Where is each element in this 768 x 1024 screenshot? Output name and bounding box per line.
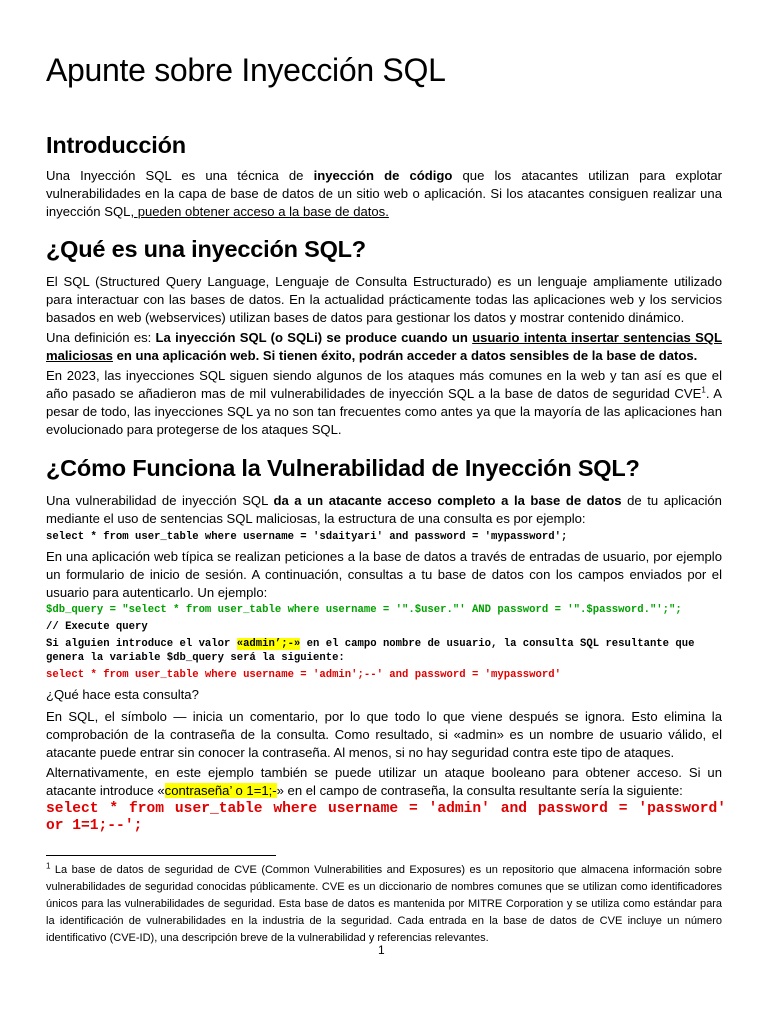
code-resulting-query: select * from user_table where username = 'admin';--' and password = 'mypassword' [46, 669, 561, 681]
code-example-select: select * from user_table where username = 'sdaityari' and password = 'mypassword'; [46, 531, 568, 543]
web-app-paragraph: En una aplicación web típica se realizan peticiones a la base de datos a través de entradas de usuario, por ejemplo un formulario de inicio de sesión. A continuación, consultas a tu base de datos con los campos enviados por el usuario para autenticarlo. Un ejemplo: [46, 549, 722, 600]
comment-explanation-paragraph: En SQL, el símbolo — inicia un comentario, por lo que todo lo que viene después se ignora. Esto elimina la comprobación de la contraseña de la consulta. Como resultado, si «admin» es un nombre de usuario válido, el atacante puede entrar sin conocer la contraseña. Al menos, si no hay seguridad contra este tipo de ataques. [46, 709, 722, 760]
code-execute-comment: // Execute query [46, 621, 148, 633]
vuln-paragraph: Una vulnerabilidad de inyección SQL da a un atacante acceso completo a la base de datos de tu aplicación mediante el uso de sentencias SQL maliciosas, la estructura de una consulta es por ejemplo: [46, 493, 722, 526]
page-number: 1 [378, 943, 385, 957]
heading-que-es-sqli: ¿Qué es una inyección SQL? [46, 236, 366, 262]
intro-paragraph: Una Inyección SQL es una técnica de inyección de código que los atacantes utilizan para explotar vulnerabilidades en la capa de base de datos de un sitio web o aplicación. Si los atacantes consiguen realizar una inyección SQL, pueden obtener acceso a la base de datos. [46, 168, 722, 219]
sql-definition-paragraph: El SQL (Structured Query Language, Lenguaje de Consulta Estructurado) es un lenguaje ampliamente utilizado para interactuar con las bases de datos. En la actualidad prácticamente todas las aplicaciones web y los servicios basados en web (webservices) utilizan bases de datos para gestionar los datos y mostrar contenido dinámico. [46, 274, 722, 325]
code-boolean-query: select * from user_table where username = 'admin' and password = 'password' or 1=1;--'; [46, 801, 735, 834]
footnote: $^1$ La base de datos de seguridad de CVE (Common Vulnerabilities and Exposures) es un repositorio que almacena información sobre vulnerabilidades de seguridad conocidas públicamente. CVE es un diccionario de nombres comunes que se utilizan como identificadores únicos para las vulnerabilidades de seguridad. Esta base de datos es mantenida por MITRE Corporation y se utiliza como estándar para la identificación de vulnerabilidades en la industria de la seguridad. Cada entrada en la base de datos de CVE incluye un número identificativo (CVE-ID), una descripción breve de la vulnerabilidad y referencias relevantes. [46, 861, 722, 944]
question-paragraph: ¿Qué hace esta consulta? [46, 687, 199, 702]
heading-como-funciona: ¿Cómo Funciona la Vulnerabilidad de Inyección SQL? [46, 455, 640, 481]
footnote-ref: 1 [701, 385, 706, 395]
sqli-2023-paragraph: En 2023, las inyecciones SQL siguen siendo algunos de los ataques más comunes en la web y tan así es que el año pasado se añadieron mas de mil vulnerabilidades de inyección SQL a la base de datos de seguridad CVE$^1$. A pesar de todo, las inyecciones SQL ya no son tan frecuentes como antes ya que la mayoría de las aplicaciones han evolucionado para protegerse de los ataques SQL. [46, 368, 722, 437]
code-db-query: $db_query = "select * from user_table where username = '".$user."' AND password = '".$password."';"; [46, 604, 682, 616]
sqli-definition-paragraph: Una definición es: La inyección SQL (o SQLi) se produce cuando un usuario intenta insertar sentencias SQL maliciosas en una aplicación web. Si tienen éxito, podrán acceder a datos sensibles de la base de datos. [46, 330, 722, 363]
document-title: Apunte sobre Inyección SQL [46, 52, 446, 88]
highlight-password-input: contraseña’ o 1=1;- [164, 783, 277, 798]
highlight-admin-input: «admin’;-» [236, 638, 301, 650]
heading-introduccion: Introducción [46, 132, 186, 158]
boolean-attack-paragraph: Alternativamente, en este ejemplo también se puede utilizar un ataque booleano para obtener acceso. Si un atacante introduce «contraseña’ o 1=1;-» en el campo de contraseña, la consulta resultante sería la siguiente: [46, 765, 722, 798]
code-injection-explanation: Si alguien introduce el valor «admin’;-» en el campo nombre de usuario, la consulta SQL resultante que genera la variable $db_query será la siguiente: [46, 638, 701, 664]
footnote-separator [46, 855, 276, 856]
